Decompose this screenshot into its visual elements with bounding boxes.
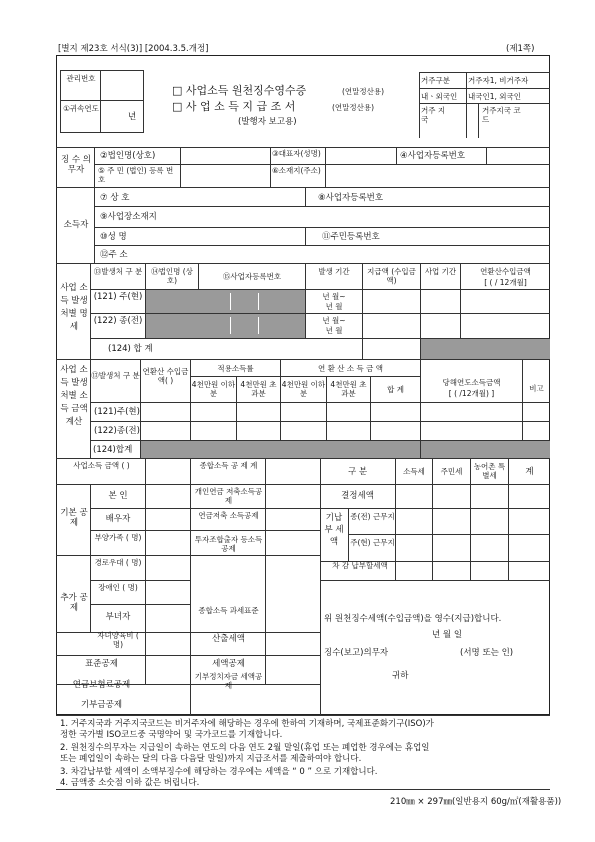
note-4: 4. 금액중 소숫점 이하 값은 버립니다.: [60, 778, 200, 788]
withholding-agent: 징수(보고)의무자: [324, 648, 389, 658]
tax-h-div: 구 분: [347, 467, 368, 477]
earner-name-label: ⑩성 명: [100, 232, 127, 242]
corp-name-label: ②법인명(상호): [100, 151, 156, 161]
income-under: 4천만원 이하분: [281, 380, 326, 398]
annual-h-note: 비고: [529, 384, 544, 393]
title-receipt-note: (연말정산용): [342, 87, 385, 96]
annual-h-year-sub: [ ( /12개월) ]: [448, 389, 495, 398]
tax-paid-section: 기납부 세액: [324, 513, 344, 547]
ded-pol-donation: 기부정치자금 세액공제: [194, 672, 263, 690]
extra-ded-section: 추가 공제: [60, 593, 88, 613]
mgmt-no-label: 관리번호: [66, 74, 96, 83]
annual-h-rate: 적용소득률: [217, 364, 254, 373]
h-place: ⑬발생처 구 분: [93, 267, 143, 276]
tax-main-work: 주(현) 근무지: [350, 538, 395, 547]
tax-h-inc: 소득세: [403, 467, 425, 476]
receipt-statement: 위 원천징수세액(수입금액)을 영수(지급)합니다.: [324, 614, 502, 624]
ded-invest: 투자조합출자 등소득공제: [194, 535, 263, 553]
tax-cur-work: 종(전) 근무지: [350, 512, 395, 521]
ded-std: 표준공제: [85, 659, 118, 669]
period-label: ①귀속연도: [63, 104, 99, 113]
row-121: (121) 주(현): [93, 292, 143, 302]
note-2b: 또는 폐업일이 속하는 달의 다음 다음달 말일)까지 지급조서를 제출하여야 합니다.: [60, 754, 362, 764]
ded-woman: 부녀자: [105, 612, 131, 622]
nat-div-value: 내국인1, 외국인: [468, 92, 522, 101]
shade-annual-124: [141, 441, 420, 458]
ded-child: 자녀양육비 ( 명): [97, 631, 139, 649]
h-period: 발생 기간: [318, 267, 350, 276]
date-122-start: 년 월~: [322, 316, 346, 325]
payer-biz-no-label: ④사업자등록번호: [400, 151, 466, 161]
rate-under: 4천만원 이하분: [191, 380, 236, 398]
ded-donation: 기부금공제: [80, 700, 123, 710]
ded-spouse: 배우자: [105, 514, 131, 524]
row-122: (122) 종(전): [93, 316, 143, 326]
earner-address-label: ⑫주 소: [100, 250, 128, 260]
income-sum: 합 계: [387, 385, 404, 394]
nat-div-label: 내ㆍ외국인: [421, 92, 458, 101]
annual-h-income: 연 환 산 소 득 금 액: [317, 364, 384, 373]
biz-income-section: 사업 소득 발생 처별 명세: [60, 283, 88, 332]
date-122-end: 년 월: [325, 326, 343, 335]
annual-row-122: (122)종(전): [94, 426, 140, 436]
annual-h-place: ⑬발생처 구 분: [91, 371, 140, 380]
ded-disabled: 장애인 ( 명): [98, 583, 138, 592]
tax-h-total: 계: [525, 467, 534, 477]
h-annual: 연환산수입금액: [480, 267, 531, 276]
note-2a: 2. 원천징수의무자는 지급일이 속하는 연도의 다음 연도 2월 말일(휴업 또는 폐업한 경우에는 휴업일: [60, 743, 430, 753]
total-ded: 종합소득 공 제 계: [199, 461, 258, 470]
biz-place-label: ⑨사업장소재지: [100, 212, 157, 222]
title-payment-note: (연말정산용): [332, 103, 375, 112]
payer-id-label: ⑤ 주 민 (법인) 등록 번호: [98, 166, 174, 184]
receipt-date[interactable]: 년 월 일: [432, 630, 463, 640]
ded-dependents: 부양가족 ( 명): [94, 533, 142, 542]
note-1a: 1. 거주지국과 거주지국코드는 비거주자에 해당하는 경우에 한하여 기재하며, 국제표준화기구(ISO)가: [60, 719, 434, 729]
payer-addr-label: ⑥소재지(주소): [272, 166, 321, 175]
base-ded-section: 기본 공제: [60, 508, 88, 528]
h-bizno: ⑮사업자등록번호: [222, 272, 282, 281]
payer-section: 징 수 의무자: [60, 155, 92, 175]
ded-elderly: 경로우대 ( 명): [94, 558, 142, 567]
title-receipt[interactable]: □ 사업소득 원천징수영수증: [172, 84, 307, 97]
tax-h-farm: 농어촌 특별세: [473, 462, 506, 480]
h-biz-period: 사업 기간: [424, 267, 457, 276]
recipient-honorific: 귀하: [392, 671, 409, 681]
ded-pension-saving: 개인연금 저축소득공제: [194, 487, 263, 505]
annual-h-conv: 연환산 수입금액( ): [142, 367, 189, 385]
res-country-code-label: 거주지국 코드: [482, 106, 521, 124]
form-number: [별지 제23호 서식(3)] [2004.3.5.개정]: [58, 44, 209, 54]
note-3: 3. 차감납부할 세액이 소액부징수에 해당하는 경우에는 세액을 “ 0 ” 으로 기재합니다.: [60, 767, 378, 777]
date-121-end: 년 월: [325, 302, 343, 311]
ded-self: 본 인: [108, 491, 128, 501]
sign-or-seal[interactable]: (서명 또는 인): [460, 648, 514, 658]
year-unit: 년: [128, 112, 137, 122]
res-country-label: 거주 지국: [421, 106, 446, 124]
title-sub: (발행자 보고용): [238, 117, 297, 127]
annual-row-124: (124)합계: [93, 445, 133, 455]
h-paid: 지급액 (수입금액): [367, 267, 416, 285]
res-div-label: 거주구분: [421, 76, 450, 85]
biz-income-amt: 사업소득 금액 ( ): [73, 461, 130, 470]
annual-h-year: 당해연도소득금액: [442, 378, 501, 387]
earner-section: 소득자: [63, 220, 89, 230]
page-label: (제1쪽): [506, 44, 535, 54]
annual-section: 사업 소득 발생 처별 소득 금액 계산: [60, 365, 88, 427]
income-over: 4천만원 초과분: [330, 380, 367, 398]
ded-tax-credit: 세액공제: [212, 659, 245, 669]
trade-name-label: ⑦ 상 호: [100, 193, 130, 203]
earner-biz-no-label: ⑧사업자등록번호: [318, 193, 384, 203]
resident-no-label: ⑪주민등록번호: [322, 232, 380, 242]
paper-spec: 210㎜ × 297㎜(일반용지 60g/㎡(재활용품)): [390, 797, 562, 807]
ded-annuity: 연금저축 소득공제: [198, 511, 259, 520]
ded-pension: 연금보험료공제: [72, 680, 131, 690]
tax-decided: 결정세액: [341, 491, 374, 501]
shade-124: [421, 339, 550, 359]
annual-row-121: (121)주(현): [94, 407, 140, 417]
ded-calc-tax: 산출세액: [212, 634, 245, 644]
date-121-start: 년 월~: [322, 292, 346, 301]
rep-label: ③대표자(성명): [272, 149, 321, 158]
title-payment[interactable]: □ 사 업 소 득 지 급 조 서: [172, 100, 296, 113]
note-1b: 정한 국가별 ISO코드중 국명약어 및 국가코드를 기재합니다.: [60, 730, 283, 740]
rate-over: 4천만원 초과분: [240, 380, 277, 398]
row-124: (124) 합 계: [108, 344, 153, 354]
ded-taxbase: 종합소득 과세표준: [198, 606, 259, 615]
h-corp: ⑭법인명 (상 호): [151, 267, 193, 285]
res-div-value: 거주자1, 비거주자: [468, 76, 529, 85]
tax-h-res: 주민세: [440, 467, 463, 476]
h-annual-sub: [ ( / 12개월]: [484, 278, 527, 287]
shade-annual-124-right: [421, 441, 550, 458]
tax-diff: 차 감 납부할세액: [332, 561, 388, 570]
